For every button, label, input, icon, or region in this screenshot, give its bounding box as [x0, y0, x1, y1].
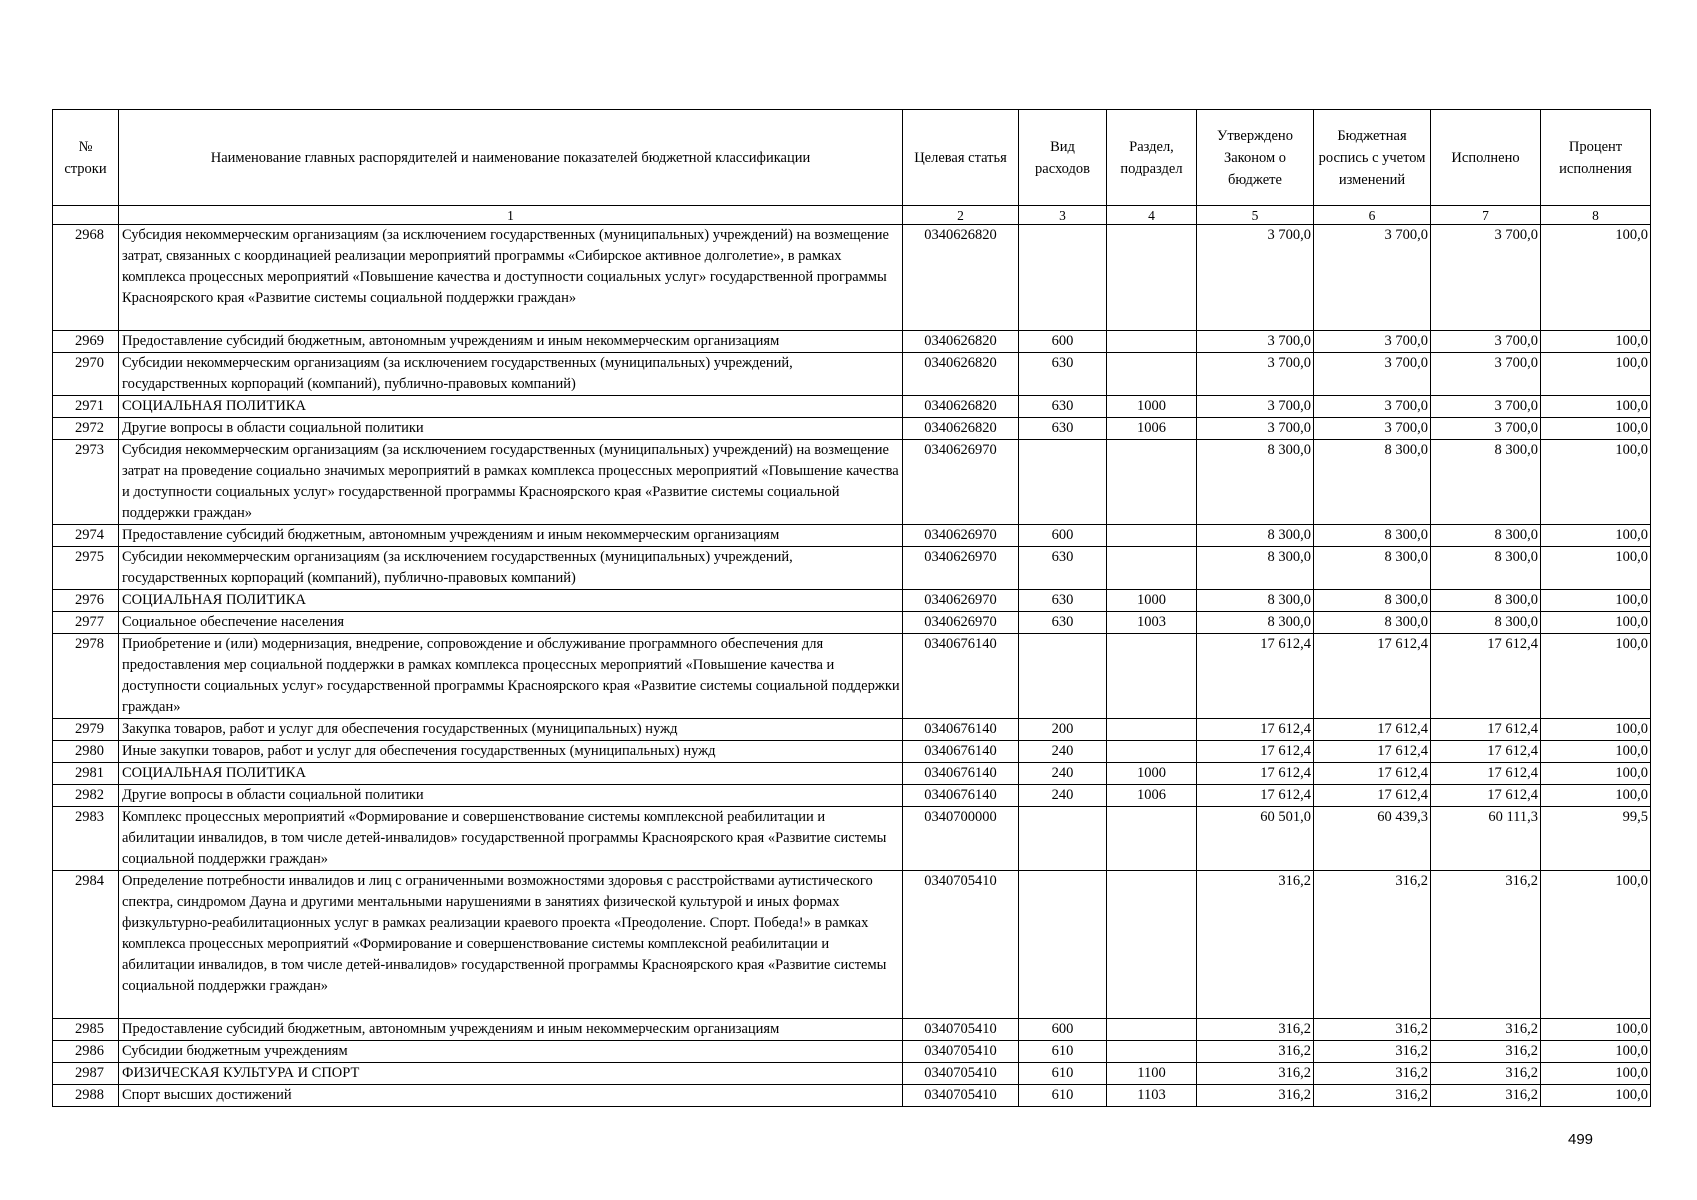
row-number-cell: 2977: [53, 612, 119, 634]
column-number: 3: [1019, 206, 1107, 225]
table-row: [53, 440, 1651, 525]
table-row: [53, 525, 1651, 547]
approved-amount-cell: 3 700,0: [1197, 418, 1314, 440]
target-article-cell: 0340705410: [903, 871, 1019, 1019]
expense-type-cell: [1019, 634, 1107, 719]
section-cell: 1000: [1107, 763, 1197, 785]
budget-amount-cell: 3 700,0: [1314, 331, 1431, 353]
row-number-cell: 2978: [53, 634, 119, 719]
budget-table-container: [52, 109, 1650, 1107]
approved-amount-cell: 8 300,0: [1197, 590, 1314, 612]
row-number-cell: 2982: [53, 785, 119, 807]
table-row: [53, 634, 1651, 719]
row-number-cell: 2971: [53, 396, 119, 418]
row-number-cell: 2972: [53, 418, 119, 440]
header-approved: Утверждено Законом о бюджете: [1197, 110, 1314, 206]
section-cell: 1100: [1107, 1063, 1197, 1085]
approved-amount-cell: 316,2: [1197, 1085, 1314, 1107]
section-cell: [1107, 719, 1197, 741]
target-article-cell: 0340676140: [903, 763, 1019, 785]
target-article-cell: 0340705410: [903, 1063, 1019, 1085]
expense-type-cell: 630: [1019, 353, 1107, 396]
approved-amount-cell: 3 700,0: [1197, 331, 1314, 353]
item-name-cell: Субсидии некоммерческим организациям (за исключением государственных (муниципальных) учреждений, государственных корпораций (компаний), публично-правовых компаний): [119, 547, 903, 590]
section-cell: [1107, 741, 1197, 763]
section-cell: [1107, 525, 1197, 547]
target-article-cell: 0340626820: [903, 353, 1019, 396]
expense-type-cell: 240: [1019, 741, 1107, 763]
target-article-cell: 0340626970: [903, 612, 1019, 634]
approved-amount-cell: 17 612,4: [1197, 634, 1314, 719]
item-name-cell: Субсидии бюджетным учреждениям: [119, 1041, 903, 1063]
section-cell: [1107, 807, 1197, 871]
column-number: 5: [1197, 206, 1314, 225]
row-number-cell: 2968: [53, 225, 119, 331]
budget-amount-cell: 316,2: [1314, 1063, 1431, 1085]
row-number-cell: 2975: [53, 547, 119, 590]
item-name-cell: СОЦИАЛЬНАЯ ПОЛИТИКА: [119, 396, 903, 418]
column-number: 6: [1314, 206, 1431, 225]
expense-type-cell: 240: [1019, 785, 1107, 807]
table-row: [53, 353, 1651, 396]
target-article-cell: 0340626820: [903, 331, 1019, 353]
target-article-cell: 0340676140: [903, 741, 1019, 763]
header-section: Раздел, подраздел: [1107, 110, 1197, 206]
row-number-cell: 2985: [53, 1019, 119, 1041]
header-row-number: № строки: [53, 110, 119, 206]
target-article-cell: 0340705410: [903, 1041, 1019, 1063]
item-name-cell: Спорт высших достижений: [119, 1085, 903, 1107]
expense-type-cell: 610: [1019, 1041, 1107, 1063]
item-name-cell: СОЦИАЛЬНАЯ ПОЛИТИКА: [119, 590, 903, 612]
expense-type-cell: 630: [1019, 418, 1107, 440]
header-percent: Процент исполнения: [1541, 110, 1651, 206]
column-number: 8: [1541, 206, 1651, 225]
budget-amount-cell: 8 300,0: [1314, 612, 1431, 634]
percent-cell: 100,0: [1541, 1019, 1651, 1041]
section-cell: 1103: [1107, 1085, 1197, 1107]
executed-amount-cell: 3 700,0: [1431, 396, 1541, 418]
table-row: [53, 590, 1651, 612]
header-target-article: Целевая статья: [903, 110, 1019, 206]
percent-cell: 100,0: [1541, 1085, 1651, 1107]
percent-cell: 100,0: [1541, 547, 1651, 590]
header-name: Наименование главных распорядителей и наименование показателей бюджетной классификации: [119, 110, 903, 206]
target-article-cell: 0340626970: [903, 547, 1019, 590]
target-article-cell: 0340676140: [903, 785, 1019, 807]
column-number: 2: [903, 206, 1019, 225]
section-cell: [1107, 1041, 1197, 1063]
item-name-cell: Приобретение и (или) модернизация, внедрение, сопровождение и обслуживание программного обеспечения для предоставления мер социальной поддержки в рамках комплекса процессных мероприятий «Повышение качества и доступности социальных услуг» государственной программы Красноярского края «Развитие системы социальной поддержки граждан»: [119, 634, 903, 719]
page-number: 499: [1568, 1131, 1594, 1148]
executed-amount-cell: 3 700,0: [1431, 418, 1541, 440]
approved-amount-cell: 316,2: [1197, 1063, 1314, 1085]
section-cell: 1006: [1107, 418, 1197, 440]
expense-type-cell: 610: [1019, 1085, 1107, 1107]
section-cell: 1000: [1107, 396, 1197, 418]
section-cell: [1107, 871, 1197, 1019]
section-cell: [1107, 547, 1197, 590]
table-row: [53, 763, 1651, 785]
budget-amount-cell: 8 300,0: [1314, 547, 1431, 590]
approved-amount-cell: 8 300,0: [1197, 547, 1314, 590]
section-cell: [1107, 331, 1197, 353]
section-cell: 1006: [1107, 785, 1197, 807]
executed-amount-cell: 17 612,4: [1431, 763, 1541, 785]
table-row: [53, 418, 1651, 440]
executed-amount-cell: 8 300,0: [1431, 547, 1541, 590]
approved-amount-cell: 3 700,0: [1197, 225, 1314, 331]
table-row: [53, 547, 1651, 590]
table-row: [53, 785, 1651, 807]
table-row: [53, 612, 1651, 634]
target-article-cell: 0340676140: [903, 634, 1019, 719]
executed-amount-cell: 316,2: [1431, 871, 1541, 1019]
percent-cell: 100,0: [1541, 785, 1651, 807]
row-number-cell: 2970: [53, 353, 119, 396]
target-article-cell: 0340626970: [903, 590, 1019, 612]
approved-amount-cell: 316,2: [1197, 1019, 1314, 1041]
target-article-cell: 0340705410: [903, 1019, 1019, 1041]
row-number-cell: 2986: [53, 1041, 119, 1063]
target-article-cell: 0340700000: [903, 807, 1019, 871]
item-name-cell: Определение потребности инвалидов и лиц с ограниченными возможностями здоровья с расстройствами аутистического спектра, синдромом Дауна и другими ментальными нарушениями в занятиях физической культурой и иных формах физкультурно-реабилитационных услуг в рамках реализации краевого проекта «Преодоление. Спорт. Победа!» в рамках комплекса процессных мероприятий «Формирование и совершенствование системы комплексной реабилитации и абилитации инвалидов, в том числе детей-инвалидов» государственной программы Красноярского края «Развитие системы социальной поддержки граждан»: [119, 871, 903, 1019]
item-name-cell: Предоставление субсидий бюджетным, автономным учреждениям и иным некоммерческим организациям: [119, 331, 903, 353]
budget-amount-cell: 316,2: [1314, 871, 1431, 1019]
target-article-cell: 0340626820: [903, 396, 1019, 418]
executed-amount-cell: 17 612,4: [1431, 719, 1541, 741]
target-article-cell: 0340676140: [903, 719, 1019, 741]
table-row: [53, 1019, 1651, 1041]
percent-cell: 100,0: [1541, 1041, 1651, 1063]
expense-type-cell: 630: [1019, 547, 1107, 590]
section-cell: [1107, 1019, 1197, 1041]
header-budget-schedule: Бюджетная роспись с учетом изменений: [1314, 110, 1431, 206]
column-number-blank: [53, 206, 119, 225]
section-cell: [1107, 634, 1197, 719]
header-row: [53, 110, 1651, 206]
budget-amount-cell: 17 612,4: [1314, 785, 1431, 807]
executed-amount-cell: 3 700,0: [1431, 331, 1541, 353]
percent-cell: 99,5: [1541, 807, 1651, 871]
percent-cell: 100,0: [1541, 1063, 1651, 1085]
executed-amount-cell: 3 700,0: [1431, 353, 1541, 396]
table-row: [53, 719, 1651, 741]
row-number-cell: 2974: [53, 525, 119, 547]
budget-amount-cell: 17 612,4: [1314, 634, 1431, 719]
row-number-cell: 2973: [53, 440, 119, 525]
budget-amount-cell: 8 300,0: [1314, 440, 1431, 525]
executed-amount-cell: 8 300,0: [1431, 440, 1541, 525]
row-number-cell: 2980: [53, 741, 119, 763]
approved-amount-cell: 8 300,0: [1197, 440, 1314, 525]
percent-cell: 100,0: [1541, 590, 1651, 612]
section-cell: 1000: [1107, 590, 1197, 612]
expense-type-cell: [1019, 440, 1107, 525]
column-number: 7: [1431, 206, 1541, 225]
percent-cell: 100,0: [1541, 225, 1651, 331]
item-name-cell: Другие вопросы в области социальной политики: [119, 418, 903, 440]
row-number-cell: 2983: [53, 807, 119, 871]
percent-cell: 100,0: [1541, 331, 1651, 353]
header-executed: Исполнено: [1431, 110, 1541, 206]
percent-cell: 100,0: [1541, 741, 1651, 763]
executed-amount-cell: 8 300,0: [1431, 590, 1541, 612]
table-row: [53, 1041, 1651, 1063]
table-row: [53, 1085, 1651, 1107]
approved-amount-cell: 8 300,0: [1197, 612, 1314, 634]
executed-amount-cell: 60 111,3: [1431, 807, 1541, 871]
item-name-cell: Субсидии некоммерческим организациям (за исключением государственных (муниципальных) учреждений, государственных корпораций (компаний), публично-правовых компаний): [119, 353, 903, 396]
approved-amount-cell: 17 612,4: [1197, 741, 1314, 763]
expense-type-cell: 600: [1019, 525, 1107, 547]
percent-cell: 100,0: [1541, 353, 1651, 396]
table-row: [53, 331, 1651, 353]
expense-type-cell: 600: [1019, 331, 1107, 353]
item-name-cell: Комплекс процессных мероприятий «Формирование и совершенствование системы комплексной реабилитации и абилитации инвалидов, в том числе детей-инвалидов» государственной программы Красноярского края «Развитие системы социальной поддержки граждан»: [119, 807, 903, 871]
item-name-cell: Другие вопросы в области социальной политики: [119, 785, 903, 807]
percent-cell: 100,0: [1541, 396, 1651, 418]
item-name-cell: Иные закупки товаров, работ и услуг для обеспечения государственных (муниципальных) нужд: [119, 741, 903, 763]
percent-cell: 100,0: [1541, 525, 1651, 547]
table-row: [53, 741, 1651, 763]
budget-amount-cell: 316,2: [1314, 1041, 1431, 1063]
percent-cell: 100,0: [1541, 418, 1651, 440]
approved-amount-cell: 316,2: [1197, 1041, 1314, 1063]
approved-amount-cell: 17 612,4: [1197, 719, 1314, 741]
budget-amount-cell: 3 700,0: [1314, 396, 1431, 418]
budget-amount-cell: 316,2: [1314, 1019, 1431, 1041]
item-name-cell: Субсидия некоммерческим организациям (за исключением государственных (муниципальных) учреждений) на возмещение затрат, связанных с координацией реализации мероприятий программы «Сибирское активное долголетие», в рамках комплекса процессных мероприятий «Повышение качества и доступности социальных услуг» государственной программы Красноярского края «Развитие системы социальной поддержки граждан»: [119, 225, 903, 331]
row-number-cell: 2988: [53, 1085, 119, 1107]
row-number-cell: 2979: [53, 719, 119, 741]
budget-amount-cell: 8 300,0: [1314, 525, 1431, 547]
column-number: 4: [1107, 206, 1197, 225]
budget-amount-cell: 8 300,0: [1314, 590, 1431, 612]
percent-cell: 100,0: [1541, 612, 1651, 634]
expense-type-cell: 630: [1019, 612, 1107, 634]
executed-amount-cell: 316,2: [1431, 1041, 1541, 1063]
expense-type-cell: [1019, 807, 1107, 871]
budget-amount-cell: 3 700,0: [1314, 418, 1431, 440]
executed-amount-cell: 17 612,4: [1431, 634, 1541, 719]
target-article-cell: 0340626820: [903, 225, 1019, 331]
budget-amount-cell: 3 700,0: [1314, 225, 1431, 331]
executed-amount-cell: 17 612,4: [1431, 785, 1541, 807]
row-number-cell: 2984: [53, 871, 119, 1019]
budget-amount-cell: 3 700,0: [1314, 353, 1431, 396]
approved-amount-cell: 3 700,0: [1197, 396, 1314, 418]
budget-amount-cell: 60 439,3: [1314, 807, 1431, 871]
budget-amount-cell: 17 612,4: [1314, 741, 1431, 763]
column-number: 1: [119, 206, 903, 225]
approved-amount-cell: 8 300,0: [1197, 525, 1314, 547]
header-expense-type: Вид расходов: [1019, 110, 1107, 206]
item-name-cell: Субсидия некоммерческим организациям (за исключением государственных (муниципальных) учреждений) на возмещение затрат на проведение социально значимых мероприятий в рамках комплекса процессных мероприятий «Повышение качества и доступности социальных услуг» государственной программы Красноярского края «Развитие системы социальной поддержки граждан»: [119, 440, 903, 525]
approved-amount-cell: 17 612,4: [1197, 763, 1314, 785]
executed-amount-cell: 3 700,0: [1431, 225, 1541, 331]
percent-cell: 100,0: [1541, 871, 1651, 1019]
executed-amount-cell: 316,2: [1431, 1063, 1541, 1085]
approved-amount-cell: 3 700,0: [1197, 353, 1314, 396]
table-row: [53, 871, 1651, 1019]
target-article-cell: 0340626970: [903, 440, 1019, 525]
section-cell: 1003: [1107, 612, 1197, 634]
expense-type-cell: 610: [1019, 1063, 1107, 1085]
expense-type-cell: [1019, 225, 1107, 331]
section-cell: [1107, 225, 1197, 331]
executed-amount-cell: 316,2: [1431, 1085, 1541, 1107]
target-article-cell: 0340626970: [903, 525, 1019, 547]
table-row: [53, 225, 1651, 331]
percent-cell: 100,0: [1541, 440, 1651, 525]
table-body: [53, 225, 1651, 1107]
section-cell: [1107, 440, 1197, 525]
item-name-cell: Социальное обеспечение населения: [119, 612, 903, 634]
expense-type-cell: [1019, 871, 1107, 1019]
expense-type-cell: 630: [1019, 590, 1107, 612]
approved-amount-cell: 60 501,0: [1197, 807, 1314, 871]
executed-amount-cell: 8 300,0: [1431, 525, 1541, 547]
table-row: [53, 396, 1651, 418]
item-name-cell: Закупка товаров, работ и услуг для обеспечения государственных (муниципальных) нужд: [119, 719, 903, 741]
percent-cell: 100,0: [1541, 763, 1651, 785]
budget-amount-cell: 17 612,4: [1314, 763, 1431, 785]
table-row: [53, 807, 1651, 871]
item-name-cell: Предоставление субсидий бюджетным, автономным учреждениям и иным некоммерческим организациям: [119, 525, 903, 547]
expense-type-cell: 630: [1019, 396, 1107, 418]
column-number-row: [53, 206, 1651, 225]
expense-type-cell: 200: [1019, 719, 1107, 741]
executed-amount-cell: 8 300,0: [1431, 612, 1541, 634]
section-cell: [1107, 353, 1197, 396]
approved-amount-cell: 17 612,4: [1197, 785, 1314, 807]
item-name-cell: ФИЗИЧЕСКАЯ КУЛЬТУРА И СПОРТ: [119, 1063, 903, 1085]
target-article-cell: 0340705410: [903, 1085, 1019, 1107]
table-row: [53, 1063, 1651, 1085]
row-number-cell: 2969: [53, 331, 119, 353]
budget-amount-cell: 17 612,4: [1314, 719, 1431, 741]
row-number-cell: 2976: [53, 590, 119, 612]
budget-execution-table: [52, 109, 1651, 1107]
expense-type-cell: 240: [1019, 763, 1107, 785]
expense-type-cell: 600: [1019, 1019, 1107, 1041]
approved-amount-cell: 316,2: [1197, 871, 1314, 1019]
target-article-cell: 0340626820: [903, 418, 1019, 440]
percent-cell: 100,0: [1541, 719, 1651, 741]
percent-cell: 100,0: [1541, 634, 1651, 719]
row-number-cell: 2981: [53, 763, 119, 785]
executed-amount-cell: 316,2: [1431, 1019, 1541, 1041]
executed-amount-cell: 17 612,4: [1431, 741, 1541, 763]
item-name-cell: СОЦИАЛЬНАЯ ПОЛИТИКА: [119, 763, 903, 785]
budget-amount-cell: 316,2: [1314, 1085, 1431, 1107]
row-number-cell: 2987: [53, 1063, 119, 1085]
item-name-cell: Предоставление субсидий бюджетным, автономным учреждениям и иным некоммерческим организациям: [119, 1019, 903, 1041]
